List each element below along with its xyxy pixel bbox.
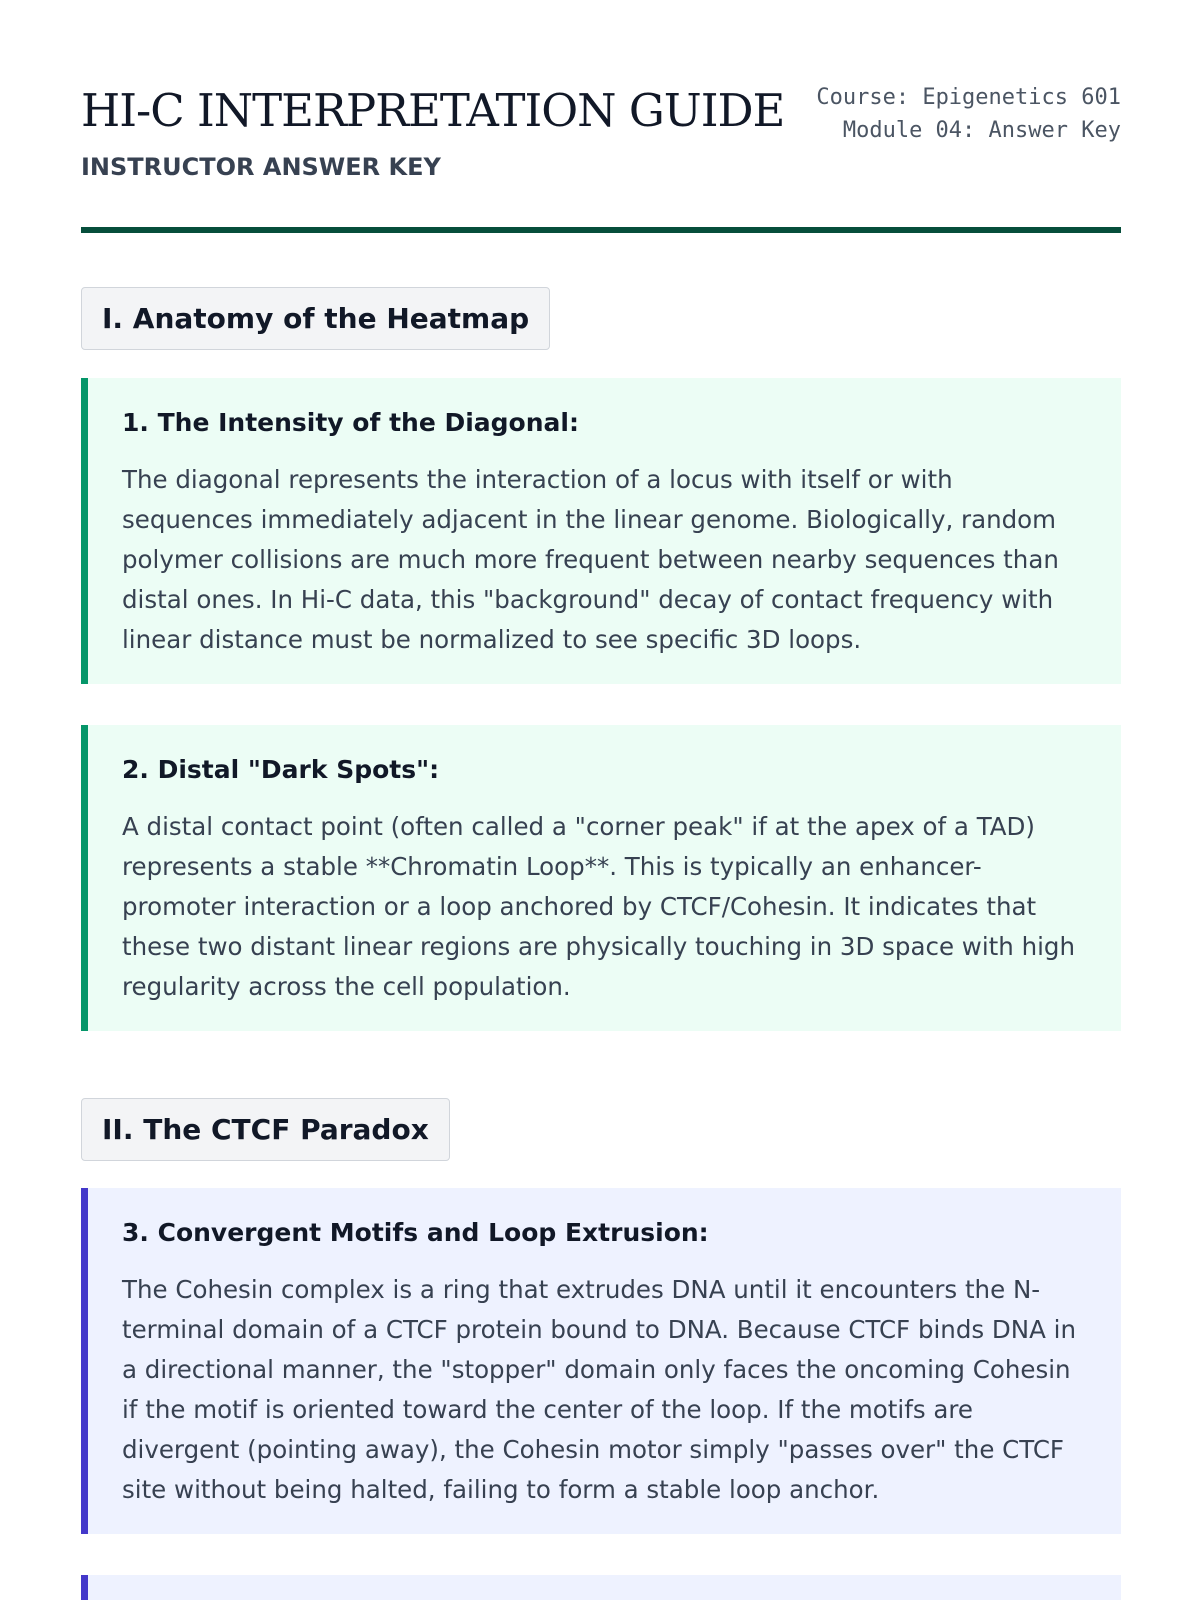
course-label: Course: Epigenetics 601 bbox=[816, 85, 1121, 110]
section-heading-ctcf: II. The CTCF Paradox bbox=[81, 1098, 450, 1161]
module-label: Module 04: Answer Key bbox=[842, 118, 1121, 143]
answer-card-title: 3. Convergent Motifs and Loop Extrusion: bbox=[122, 1218, 709, 1247]
answer-card-body: A distal contact point (often called a "corner peak" if at the apex of a TAD) represents a stable **Chromatin Loop**. This is typically an enhancer-promoter interaction or a loop anchored by CTCF/Cohesin. It indicates that these two distant linear regions are physically touching in 3D space with high regularity across the cell population. bbox=[122, 812, 1075, 1001]
answer-key-page bbox=[81, 0, 1121, 1600]
answer-card-convergent-motifs bbox=[81, 1188, 1121, 1534]
answer-card-dark-spots bbox=[81, 725, 1121, 1031]
section-heading-anatomy: I. Anatomy of the Heatmap bbox=[81, 287, 550, 350]
answer-card-diagonal bbox=[81, 378, 1121, 684]
page-subtitle: INSTRUCTOR ANSWER KEY bbox=[81, 153, 441, 181]
header-divider bbox=[81, 227, 1121, 233]
answer-card-body: The Cohesin complex is a ring that extrudes DNA until it encounters the N-terminal domain of a CTCF protein bound to DNA. Because CTCF binds DNA in a directional manner, the "stopper" domain only faces the oncoming Cohesin if the motif is oriented toward the center of the loop. If the motifs are divergent (pointing away), the Cohesin motor simply "passes over" the CTCF site without being halted, failing to form a stable loop anchor. bbox=[122, 1275, 1077, 1504]
document-header bbox=[81, 76, 1121, 236]
answer-card-body: The diagonal represents the interaction of a locus with itself or with sequences immediately adjacent in the linear genome. Biologically, random polymer collisions are much more frequent between nearby sequences than distal ones. In Hi-C data, this "background" decay of contact frequency with linear distance must be normalized to see specific 3D loops. bbox=[122, 465, 1059, 654]
answer-card-next bbox=[81, 1575, 1121, 1600]
answer-card-title: 2. Distal "Dark Spots": bbox=[122, 755, 440, 784]
answer-card-title: 1. The Intensity of the Diagonal: bbox=[122, 408, 579, 437]
course-meta bbox=[816, 81, 1121, 147]
page-title: HI-C INTERPRETATION GUIDE bbox=[81, 84, 785, 137]
